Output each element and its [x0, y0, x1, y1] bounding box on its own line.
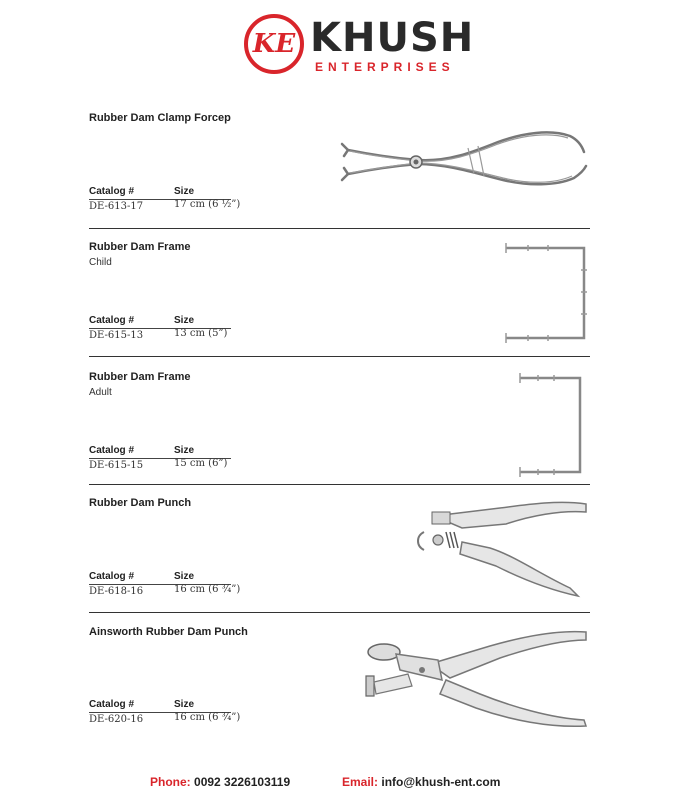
catalog-label: Catalog #: [89, 571, 135, 582]
email-address[interactable]: info@khush-ent.com: [381, 775, 501, 789]
catalog-number: DE-613-17: [89, 201, 144, 212]
phone-label: Phone:: [150, 775, 191, 789]
catalog-label: Catalog #: [89, 186, 135, 197]
clamp-forcep-icon: [338, 124, 588, 196]
size-label: Size: [174, 445, 195, 456]
size-value: 16 cm (6 ¾”): [174, 584, 241, 595]
punch-icon: [410, 492, 590, 602]
footer-phone: [150, 775, 290, 789]
product-name: Ainsworth Rubber Dam Punch: [89, 626, 248, 638]
size-label: Size: [174, 186, 195, 197]
size-label: Size: [174, 315, 195, 326]
catalog-number: DE-615-15: [89, 460, 144, 471]
section-divider: [89, 484, 590, 485]
product-variant: Adult: [89, 387, 112, 398]
frame-icon: [500, 240, 590, 344]
size-value: 13 cm (5”): [174, 328, 228, 339]
phone-number[interactable]: 0092 3226103119: [194, 775, 291, 789]
brand-monogram-badge: [244, 14, 304, 74]
section-divider: [89, 228, 590, 229]
frame-icon: [514, 370, 584, 478]
catalog-label: Catalog #: [89, 445, 135, 456]
ainsworth-punch-icon: [360, 624, 588, 730]
catalog-label: Catalog #: [89, 699, 135, 710]
brand-monogram: KE: [252, 29, 296, 59]
catalog-number: DE-620-16: [89, 714, 144, 725]
catalog-number: DE-615-13: [89, 330, 144, 341]
product-name: Rubber Dam Clamp Forcep: [89, 112, 231, 124]
brand-tagline: ENTERPRISES: [315, 60, 455, 74]
size-value: 16 cm (6 ¾”): [174, 712, 241, 723]
size-value: 15 cm (6”): [174, 458, 228, 469]
catalog-label: Catalog #: [89, 315, 135, 326]
catalog-number: DE-618-16: [89, 586, 144, 597]
size-value: 17 cm (6 ½”): [174, 199, 241, 210]
product-variant: Child: [89, 257, 112, 268]
section-divider: [89, 612, 590, 613]
product-name: Rubber Dam Punch: [89, 497, 192, 509]
product-name: Rubber Dam Frame: [89, 241, 191, 253]
footer-email: [342, 775, 500, 789]
size-label: Size: [174, 699, 195, 710]
email-label: Email:: [342, 775, 379, 789]
product-name: Rubber Dam Frame: [89, 371, 191, 383]
brand-name: KHUSH: [310, 15, 475, 61]
section-divider: [89, 356, 590, 357]
size-label: Size: [174, 571, 195, 582]
brand-logo: [244, 14, 475, 78]
